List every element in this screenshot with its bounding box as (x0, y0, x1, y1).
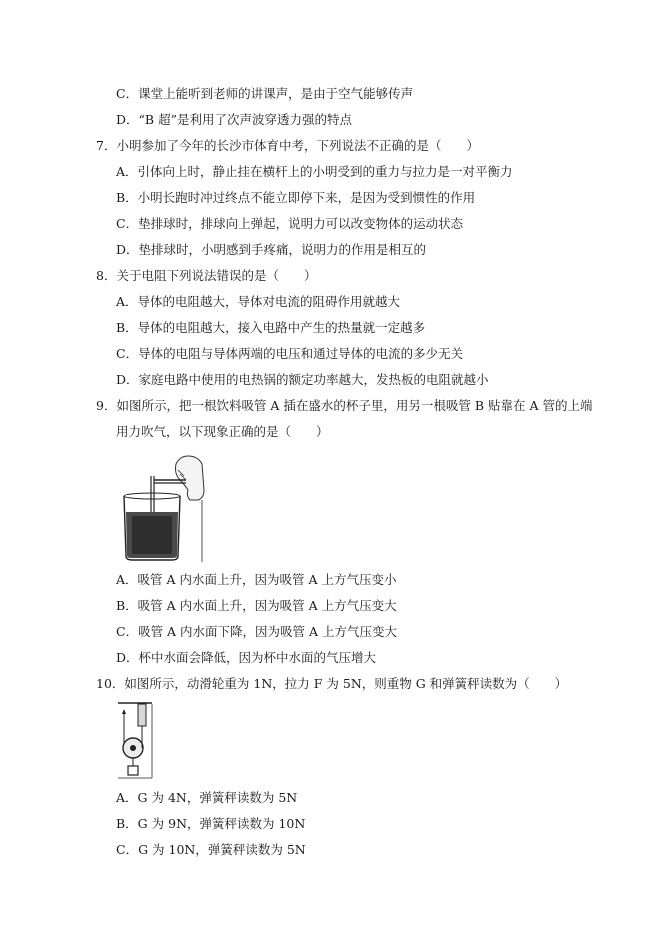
q7-option-b[interactable]: B．小明长跑时冲过终点不能立即停下来，是因为受到惯性的作用 (116, 190, 476, 205)
q6-option-c[interactable]: C．课堂上能听到老师的讲课声，是由于空气能够传声 (116, 86, 414, 101)
q9-option-c[interactable]: C．吸管 A 内水面下降，因为吸管 A 上方气压变大 (116, 624, 398, 639)
q10-pulley-figure (116, 700, 154, 780)
q8-option-c[interactable]: C．导体的电阻与导体两端的电压和通过导体的电流的多少无关 (116, 346, 464, 361)
q9-stem: 9．如图所示，把一根饮料吸管 A 插在盛水的杯子里，用另一根吸管 B 贴靠在 A 管的上端 (96, 398, 593, 413)
q8-stem: 8．关于电阻下列说法错误的是（ ） (96, 268, 317, 283)
q7-stem: 7．小明参加了今年的长沙市体育中考，下列说法不正确的是（ ） (96, 138, 479, 153)
q6-option-d[interactable]: D．“B 超”是利用了次声波穿透力强的特点 (116, 112, 352, 127)
q7-option-d[interactable]: D．垫排球时，小明感到手疼痛，说明力的作用是相互的 (116, 242, 427, 257)
q10-option-c[interactable]: C．G 为 10N，弹簧秤读数为 5N (116, 842, 306, 857)
q8-option-d[interactable]: D．家庭电路中使用的电热锅的额定功率越大，发热板的电阻就越小 (116, 372, 489, 387)
q8-option-b[interactable]: B．导体的电阻越大，接入电路中产生的热量就一定越多 (116, 320, 426, 335)
q9-straw-figure (114, 450, 208, 564)
q9-stem-continued: 用力吹气，以下现象正确的是（ ） (116, 424, 329, 439)
q10-option-b[interactable]: B．G 为 9N，弹簧秤读数为 10N (116, 816, 306, 831)
q10-option-a[interactable]: A．G 为 4N，弹簧秤读数为 5N (116, 790, 298, 805)
q10-stem: 10．如图所示，动滑轮重为 1N，拉力 F 为 5N，则重物 G 和弹簧秤读数为（ ） (96, 676, 568, 691)
q9-option-b[interactable]: B．吸管 A 内水面上升，因为吸管 A 上方气压变大 (116, 598, 397, 613)
q9-option-d[interactable]: D．杯中水面会降低，因为杯中水面的气压增大 (116, 650, 377, 665)
q7-option-a[interactable]: A．引体向上时，静止挂在横杆上的小明受到的重力与拉力是一对平衡力 (116, 164, 513, 179)
q9-option-a[interactable]: A．吸管 A 内水面上升，因为吸管 A 上方气压变小 (116, 572, 397, 587)
q7-option-c[interactable]: C．垫排球时，排球向上弹起，说明力可以改变物体的运动状态 (116, 216, 464, 231)
q8-option-a[interactable]: A．导体的电阻越大，导体对电流的阻碍作用就越大 (116, 294, 401, 309)
